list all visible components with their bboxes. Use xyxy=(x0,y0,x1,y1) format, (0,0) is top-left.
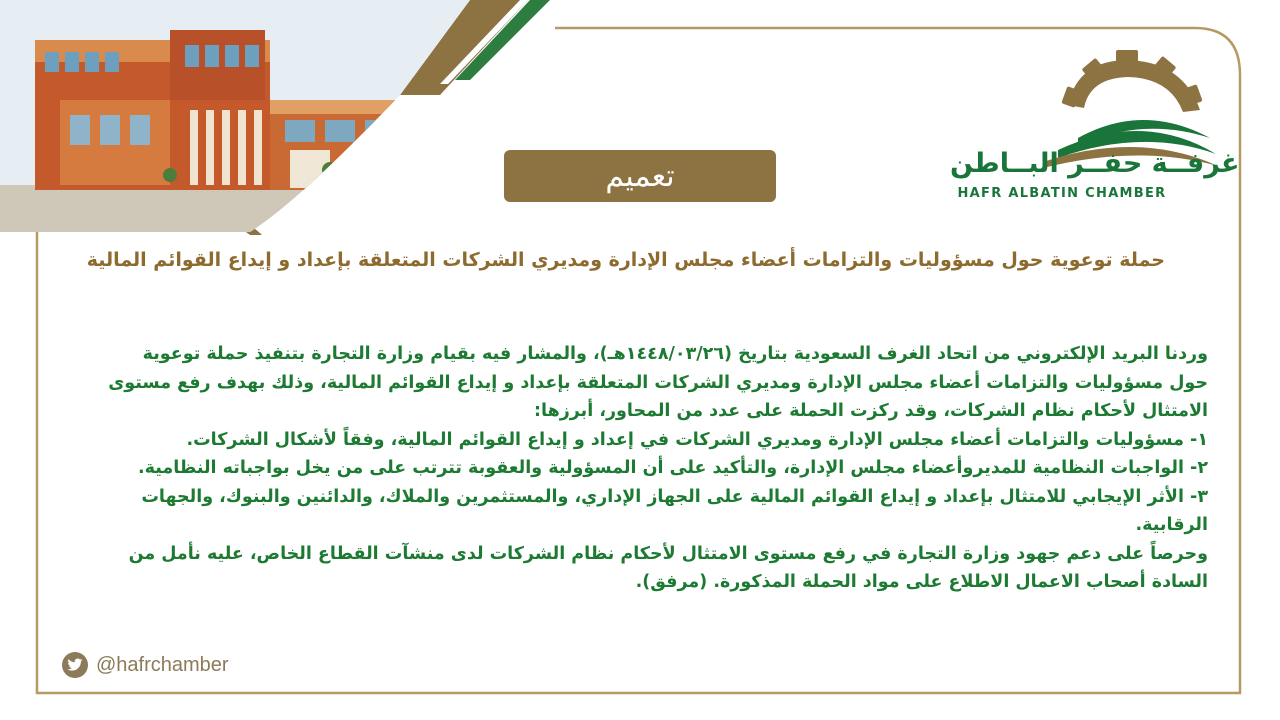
chamber-building-image xyxy=(0,0,520,240)
body-line: وردنا البريد الإلكتروني من اتحاد الغرف السعودية بتاريخ (١٤٤٨/٠٣/٢٦هـ)، والمشار فيه بقيام وزارة التجارة بتنفيذ حملة توعوية xyxy=(142,344,1208,364)
chamber-logo-icon xyxy=(938,50,1240,205)
body-line: ١- مسؤوليات والتزامات أعضاء مجلس الإدارة ومديري الشركات في إعداد و إيداع القوائم المالية، وفقاً لأشكال الشركات. xyxy=(186,429,1208,450)
body-line: السادة أصحاب الاعمال الاطلاع على مواد الحملة المذكورة. (مرفق). xyxy=(635,572,1208,592)
logo-name-arabic: غرفــة حفــر البــاطن xyxy=(950,148,1240,179)
circular-body xyxy=(70,340,1208,597)
page-title: حملة توعوية حول مسؤوليات والتزامات أعضاء مجلس الإدارة ومديري الشركات المتعلقة بإعداد و إيداع القوائم المالية xyxy=(86,249,1165,271)
circular-banner: تعميم xyxy=(504,150,776,202)
body-line: ٣- الأثر الإيجابي للامتثال بإعداد و إيداع القوائم المالية على الجهاز الإداري، والمستثمرين والملاك، والدائنين والبنوك، والجهات xyxy=(141,486,1208,507)
body-line: وحرصاً على دعم جهود وزارة التجارة في رفع مستوى الامتثال لأحكام نظام الشركات لدى منشآت القطاع الخاص، عليه نأمل من xyxy=(128,543,1208,564)
body-line: الرقابية. xyxy=(1135,515,1208,535)
body-line: ٢- الواجبات النظامية للمديروأعضاء مجلس الإدارة، والتأكيد على أن المسؤولية والعقوبة تترتب على من يخل بواجباته النظامية. xyxy=(137,458,1208,478)
body-line: حول مسؤوليات والتزامات أعضاء مجلس الإدارة ومديري الشركات المتعلقة بإعداد و إيداع القوائم المالية، وذلك بهدف رفع مستوى xyxy=(108,372,1208,393)
twitter-bird-icon xyxy=(62,652,88,678)
body-line: الامتثال لأحكام نظام الشركات، وقد ركزت الحملة على عدد من المحاور، أبرزها: xyxy=(534,401,1208,421)
twitter-handle-row[interactable] xyxy=(62,652,229,678)
logo-name-english: HAFR ALBATIN CHAMBER xyxy=(957,186,1167,201)
twitter-handle[interactable]: @hafrchamber xyxy=(96,653,229,676)
